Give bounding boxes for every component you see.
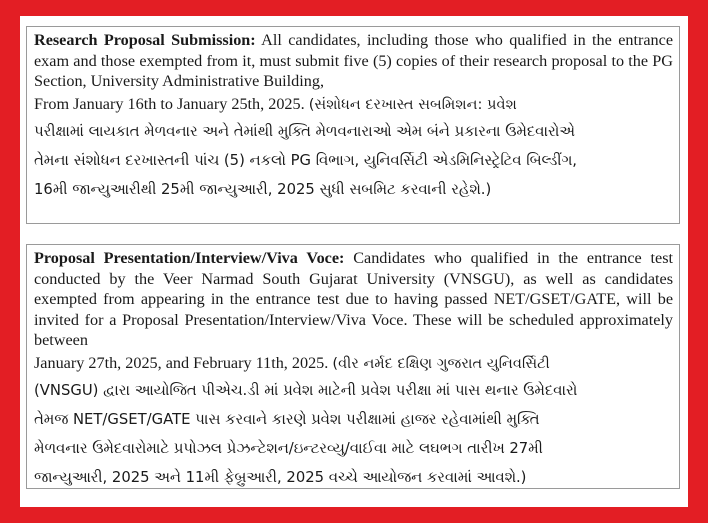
section1-english-paragraph	[34, 30, 673, 92]
section1-gujarati-line: તેમના સંશોધન દરખાસ્તની પાંચ (5) નકલો PG વિભાગ, યુનિવર્સિટી એડમિનિસ્ટ્રેટિવ બિલ્ડીંગ,	[34, 151, 578, 169]
document-page	[20, 16, 688, 507]
section1-mixed-line	[34, 92, 673, 117]
section1-body-text: All candidates, including those who qualified in the entrance exam and those exempted from it, must submit five (5) copies of their research proposal to the PG Section, University Administrative Building,	[34, 31, 674, 90]
section1-gujarati-line: પરીક્ષામાં લાયકાત મેળવનાર અને તેમાંથી મુક્તિ મેળવનારાઓ એમ બંને પ્રકારના ઉમેદવારોએ	[34, 122, 575, 140]
section1-gujarati-start: (સંશોધન દરખાસ્ત સબમિશન: પ્રવેશ	[308, 95, 517, 113]
section2-gujarati-line: (VNSGU) દ્વારા આયોજિત પીએચ.ડી માં પ્રવેશ માટેની પ્રવેશ પરીક્ષા માં પાસ થનાર ઉમેદવારો	[34, 381, 578, 399]
section2-dates-text: January 27th, 2025, and February 11th, 2025.	[34, 353, 333, 372]
section2-gujarati-line: જાન્યુઆરી, 2025 અને 11મી ફેબ્રુઆરી, 2025 વચ્ચે આયોજન કરવામાં આવશે.)	[34, 468, 527, 486]
section2-heading: Proposal Presentation/Interview/Viva Voce:	[34, 249, 345, 267]
section1-dates-text: From January 16th to January 25th, 2025.	[34, 94, 309, 113]
section2-gujarati-start: (વીર નર્મદ દક્ષિણ ગુજરાત યુનિવર્સિટી	[332, 354, 550, 372]
section2-mixed-line	[34, 351, 673, 376]
section2-gujarati-line: મેળવનાર ઉમેદવારોમાટે પ્રપોઝલ પ્રેઝન્ટેશન/ઇન્ટરવ્યુ/વાઈવા માટે લઘભગ તારીખ 27મી	[34, 439, 543, 457]
section2-gujarati-line: તેમજ NET/GSET/GATE પાસ કરવાને કારણે પ્રવેશ પરીક્ષામાં હાજર રહેવામાંથી મુક્તિ	[34, 410, 540, 428]
section2-body-text: Candidates who qualified in the entrance test conducted by the Veer Narmad South Gujarat University (VNSGU), as well as candidates exempted from appearing in the entrance test due to having passed NET/GSET/GATE, will be invited for a Proposal Presentation/Interview/Viva Voce. These will be scheduled approximately between	[34, 249, 674, 349]
section1-gujarati-line: 16મી જાન્યુઆરીથી 25મી જાન્યુઆરી, 2025 સુધી સબમિટ કરવાની રહેશે.)	[34, 180, 492, 198]
notice-proposal-presentation	[26, 244, 680, 489]
section1-heading: Research Proposal Submission:	[34, 31, 256, 49]
notice-research-proposal-submission	[26, 26, 680, 224]
section2-english-paragraph	[34, 248, 673, 351]
